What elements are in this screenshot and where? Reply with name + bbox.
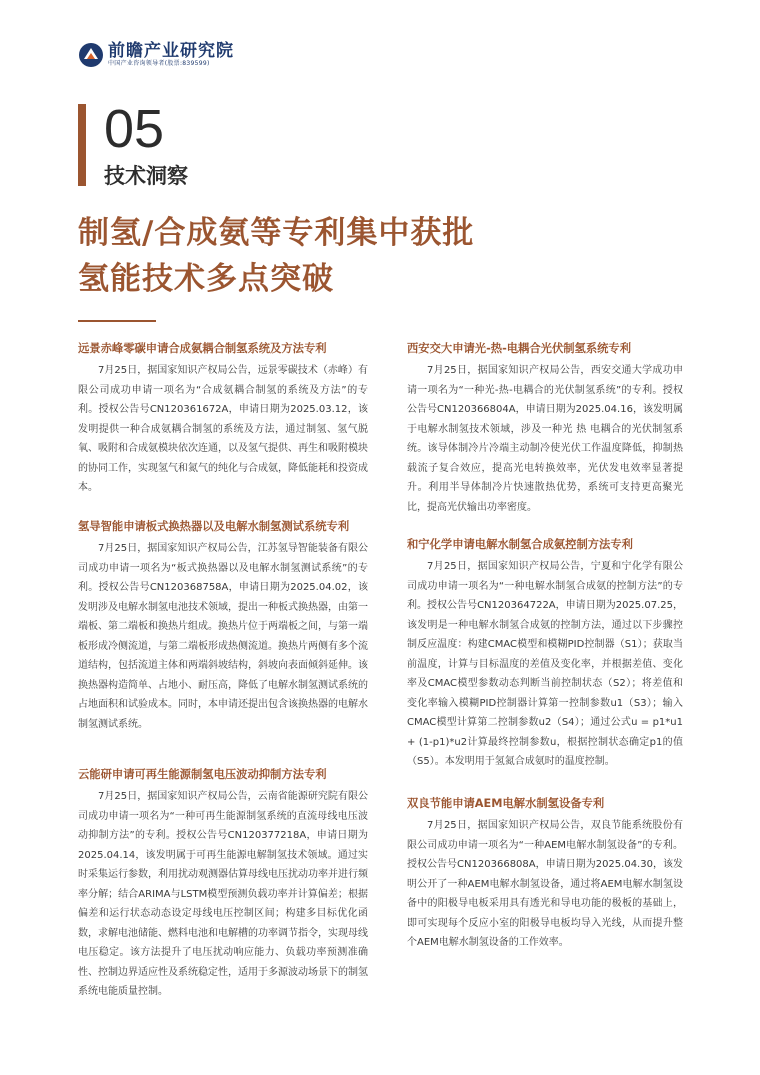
article-hening: [407, 537, 683, 772]
article-heading: 双良节能申请AEM电解水制氢设备专利: [407, 797, 605, 810]
article-body: 7月25日，据国家知识产权局公告，双良节能系统股份有限公司成功申请一项名为“一种AEM电解水制氢设备”的专利。授权公告号CN120366808A，申请日期为2025.04.30，该发明公开了一种AEM电解水制氢设备，通过将AEM电解水制氢设备中的阳极导电板采用具有透光和导电功能的极板的基础上，即可实现每个反应小室的阳极导电板均导入光线，从而提升整个AEM电解水制氢设备的工作效率。: [407, 820, 683, 948]
logo-subtitle: 中国产业咨询领导者(股票:839599): [108, 60, 210, 67]
article-heading: 和宁化学申请电解水制氢合成氨控制方法专利: [407, 538, 633, 551]
section-accent-bar: [78, 104, 86, 186]
section-number: 05: [104, 99, 165, 159]
article-qingdao: [78, 519, 368, 734]
article-body: 7月25日，据国家知识产权局公告，西安交通大学成功申请一项名为“一种光-热-电耦合的光伏制氢系统”的专利。授权公告号CN120366804A，申请日期为2025.04.16，该发明属于电解水制氢技术领域，涉及一种光 热 电耦合的光伏制氢系统。该导体制冷片冷端主动制冷使光伏工作温度降低，抑制热载流子复合效应，提高光电转换效率，光伏发电效率显著提升。利用半导体制冷片快速散热优势，系统可支持更高聚光比，提高光伏输出功率密度。: [407, 365, 683, 513]
article-xjtu: [407, 341, 683, 517]
article-heading: 西安交大申请光-热-电耦合光伏制氢系统专利: [407, 342, 632, 355]
article-heading: 远景赤峰零碳申请合成氨耦合制氢系统及方法专利: [78, 342, 327, 355]
article-body: 7月25日，据国家知识产权局公告，江苏氢导智能装备有限公司成功申请一项名为“板式换热器以及电解水制氢测试系统”的专利。授权公告号CN120368758A，申请日期为2025.04.02，该发明涉及电解水制氢电池技术领域，提出一种板式换热器，由第一端板、第二端板和换热片组成。换热片位于两端板之间，与第一端板形成冷侧流道，与第二端板形成热侧流道。换热片两侧有多个流道结构，包括流道主体和两端斜坡结构，斜坡向表面倾斜延伸。该换热器构造简单、占地小、耐压高，降低了电解水制氢测试系统的占地面积和试验成本。同时，本申请还提出包含该换热器的电解水制氢测试系统。: [78, 543, 368, 730]
page-title-line-2: 氢能技术多点突破: [78, 261, 334, 297]
article-heading: 氢导智能申请板式换热器以及电解水制氢测试系统专利: [78, 520, 350, 533]
article-shuangliang: [407, 796, 683, 953]
article-heading: 云能研申请可再生能源制氢电压波动抑制方法专利: [78, 768, 327, 781]
page-title: [78, 210, 474, 302]
article-body: 7月25日，据国家知识产权局公告，云南省能源研究院有限公司成功申请一项名为“一种可再生能源制氢系统的直流母线电压波动抑制方法”的专利。授权公告号CN120377218A，申请日期为2025.04.14，该发明属于可再生能源电解制氢技术领域。通过实时采集运行参数，利用扰动观测器估算母线电压扰动功率并进行频率分解；结合ARIMA与LSTM模型预测负载功率并计算偏差；根据偏差和运行状态动态设定母线电压控制区间；构建多目标优化函数，求解电池储能、燃料电池和电解槽的功率调节指令，实现母线电压稳定。该方法提升了电压扰动响应能力、负载功率预测准确性、控制边界适应性及系统稳定性，适用于多源波动场景下的制氢系统电能质量控制。: [78, 791, 368, 997]
section-name: 技术洞察: [104, 164, 188, 188]
article-yunnengyan: [78, 767, 368, 1002]
logo-mark-icon: [78, 42, 104, 68]
article-yuanjing: [78, 341, 368, 498]
article-body: 7月25日，据国家知识产权局公告，远景零碳技术（赤峰）有限公司成功申请一项名为“合成氨耦合制氢的系统及方法”的专利。授权公告号CN120361672A，申请日期为2025.03.12，该发明提供一种合成氨耦合制氢的系统及方法，通过制氢、氢气脱氧、吸附和合成氨模块依次连通，以及氢气提供、再生和吸附模块的协同工作，实现氢气和氮气的纯化与合成氨，降低能耗和投资成本。: [78, 365, 368, 493]
article-body: 7月25日，据国家知识产权局公告，宁夏和宁化学有限公司成功申请一项名为“一种电解水制氢合成氨的控制方法”的专利。授权公告号CN120364722A，申请日期为2025.07.25，该发明是一种电解水制氢合成氨的控制方法，通过以下步骤控制反应温度：构建CMAC模型和模糊PID控制器（S1）；获取当前温度，计算与目标温度的差值及变化率，并根据差值、变化率及CMAC模型参数动态判断当前控制状态（S2）；将差值和变化率输入模糊PID控制器计算第一控制参数u1（S3）；输入CMAC模型计算第二控制参数u2（S4）；通过公式u = p1*u1 + (1-p1)*u2计算最终控制参数u，根据控制状态确定p1的值（S5）。本发明用于氢氮合成氨时的温度控制。: [407, 561, 683, 767]
logo: [78, 42, 234, 68]
title-underline: [78, 320, 156, 322]
page-title-line-1: 制氢/合成氨等专利集中获批: [78, 215, 475, 251]
logo-name: 前瞻产业研究院: [108, 41, 234, 61]
